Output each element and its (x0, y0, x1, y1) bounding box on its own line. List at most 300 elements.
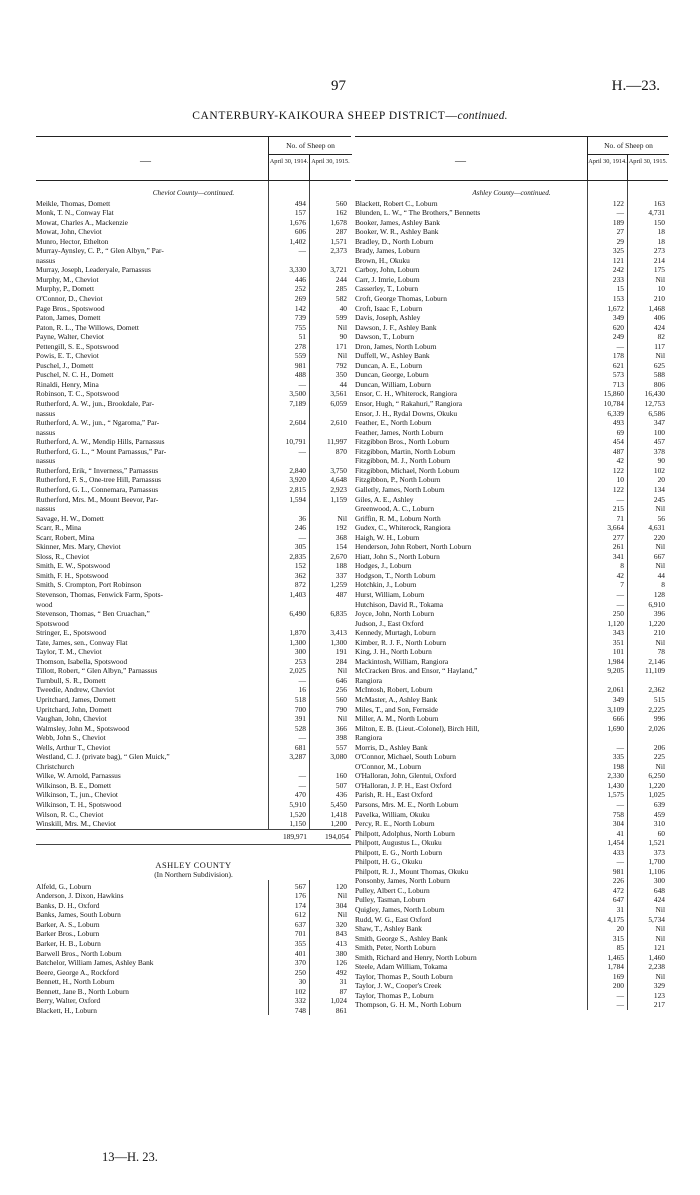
sheep-1914: 1,984 (607, 656, 624, 666)
sheep-1914: 315 (612, 933, 624, 943)
sheep-1914: 178 (612, 351, 624, 361)
table-row (36, 208, 351, 218)
sheep-1914: 169 (612, 971, 624, 981)
holder-name: Kennedy, Murtagh, Loburn (355, 628, 436, 638)
holder-name: Haigh, W. H., Loburn (355, 532, 420, 542)
sheep-1915: 2,026 (648, 723, 665, 733)
holder-name: Dawson, T., Loburn (355, 332, 415, 342)
holder-name: Paton, R. L., The Willows, Domett (36, 322, 139, 332)
holder-name: Banks, James, South Loburn (36, 910, 121, 920)
holder-name: Dron, James, North Loburn (355, 341, 437, 351)
holder-name: Duncan, George, Loburn (355, 370, 429, 380)
holder-name: Scarr, R., Mina (36, 523, 82, 533)
sheep-1914: 1,454 (607, 838, 624, 848)
sheep-1915: 210 (653, 294, 665, 304)
holder-name: Ensor, J. H., Rydal Downs, Okuku (355, 408, 458, 418)
sheep-1914: 10,791 (285, 437, 306, 447)
sheep-1914: 3,664 (607, 523, 624, 533)
holder-name: Henderson, John Robert, North Loburn (355, 542, 472, 552)
holder-name: Ensor, Hugh, “ Rakahuri,” Rangiora (355, 399, 463, 409)
sheep-1914: 3,500 (289, 389, 306, 399)
sheep-1914: 42 (616, 456, 624, 466)
sheep-1915: 220 (653, 532, 665, 542)
sheep-1914: 101 (612, 647, 624, 657)
sheep-1914: 261 (612, 542, 624, 552)
holder-name: Miller, A. M., North Loburn (355, 714, 439, 724)
sheep-1915: 639 (653, 800, 665, 809)
sheep-1915: 792 (335, 360, 347, 370)
table-row (355, 895, 668, 905)
table-row (355, 695, 668, 705)
holder-name: Turnbull, S. R., Domett (36, 675, 106, 685)
sheep-1915: 123 (653, 990, 665, 1000)
holder-name: Upritchard, James, Domett (36, 694, 116, 704)
holder-name: Carr, J. Imrie, Loburn (355, 274, 420, 284)
section-heading: Ashley County—continued. (472, 189, 551, 197)
page-title (0, 110, 700, 122)
table-row (36, 882, 351, 892)
total-1915: 194,054 (324, 831, 349, 841)
holder-name: O'Halloran, J. P. H., East Oxford (355, 780, 452, 790)
sheep-1915: 175 (653, 265, 665, 275)
holder-name: O'Connor, Michael, South Loburn (355, 752, 457, 762)
table-row (36, 628, 351, 638)
table-row (36, 752, 351, 762)
table-row (36, 968, 351, 978)
table-row (355, 294, 668, 304)
table-row (36, 389, 351, 399)
holder-name: McCracken Bros. and Ensor, “ Hayland,” (355, 666, 478, 676)
table-row (36, 428, 351, 438)
sheep-1915: 492 (335, 967, 347, 977)
table-row (355, 962, 668, 972)
holder-name: Alfeld, G., Loburn (36, 881, 92, 891)
holder-name: Scarr, Robert, Mina (36, 532, 95, 542)
sheep-1915: 90 (657, 456, 665, 466)
sheep-1915: 4,648 (330, 475, 347, 485)
sheep-1914: 647 (612, 895, 624, 905)
sheep-1914: 2,061 (607, 685, 624, 695)
table-row (355, 456, 668, 466)
sheep-1915: 87 (339, 986, 347, 996)
sheep-1914: 153 (612, 294, 624, 304)
table-row (355, 466, 668, 476)
holder-name: Joyce, John, North Loburn (355, 609, 435, 619)
sheep-1915: 6,250 (648, 771, 665, 781)
holder-name: Mowat, Charles A., Mackenzie (36, 217, 128, 227)
sheep-1914: 700 (294, 704, 306, 714)
table-row (36, 456, 351, 466)
sheep-1915: 350 (335, 370, 347, 380)
holder-name: Beere, George A., Rockford (36, 967, 119, 977)
holder-name: Thompson, G. H. M., North Loburn (355, 1000, 462, 1010)
holder-name: Robinson, T. C., Spotswood (36, 389, 119, 399)
holder-name: Judson, J., East Oxford (355, 618, 424, 628)
sheep-1915: 18 (657, 227, 665, 237)
sheep-1914: 41 (616, 828, 624, 838)
sheep-1915: 560 (335, 198, 347, 208)
table-row (355, 590, 668, 600)
table-row (355, 370, 668, 380)
sheep-1915: 406 (653, 313, 665, 323)
table-row (355, 714, 668, 724)
table-row (355, 666, 668, 676)
sheep-1914: 269 (294, 294, 306, 304)
sheep-1915: 1,220 (648, 780, 665, 790)
table-row (36, 676, 351, 686)
sheep-1914: 488 (294, 370, 306, 380)
sheep-1914: 4,175 (607, 914, 624, 924)
sheep-1914: 15 (616, 284, 624, 294)
holder-name: Wilkinson, T., jun., Cheviot (36, 790, 118, 800)
holder-name: Smith, George S., Ashley Bank (355, 933, 448, 943)
sheep-1915: 121 (653, 943, 665, 953)
sheep-1914: 1,690 (607, 723, 624, 733)
table-row (36, 996, 351, 1006)
table-row (355, 495, 668, 505)
section-heading: Cheviot County—continued. (152, 189, 235, 197)
table-row (36, 409, 351, 419)
sheep-1915: 366 (335, 723, 347, 733)
sheep-1914: — (616, 742, 624, 752)
holder-name: Pulley, Albert C., Loburn (355, 885, 430, 895)
sheep-1915: 2,923 (330, 484, 347, 494)
table-row (36, 466, 351, 476)
table-row (355, 638, 668, 648)
sheep-1914: 152 (294, 561, 306, 571)
holder-name: Puschel, N. C. H., Domett (36, 370, 114, 380)
holder-name: O'Connor, D., Cheviot (36, 294, 103, 304)
sheep-1914: 2,330 (607, 771, 624, 781)
table-row (355, 752, 668, 762)
sheep-1915: Nil (655, 542, 665, 552)
table-row (36, 294, 351, 304)
sheep-1915: 2,373 (330, 246, 347, 256)
holder-name: Murray, Joseph, Leaderyale, Parnassus (36, 265, 151, 275)
sheep-1915: 1,460 (648, 952, 665, 962)
sheep-1914: 30 (298, 977, 306, 987)
table-row (355, 399, 668, 409)
holder-name: Rutherford, G. L., Connemara, Parnassus (36, 484, 159, 494)
sheep-1915: 413 (335, 939, 347, 949)
holder-name: Page Bros., Spotswood (36, 303, 105, 313)
sheep-1914: 7,189 (289, 399, 306, 409)
table-row (36, 647, 351, 657)
holder-name: Parish, R. H., East Oxford (355, 790, 433, 800)
table-row (36, 218, 351, 228)
page-number: 97 (331, 78, 346, 94)
sheep-1915: 44 (339, 379, 347, 389)
table-row (36, 800, 351, 810)
table-row (355, 351, 668, 361)
table-row (36, 495, 351, 505)
holder-name: Gudex, C., Whiterock, Rangiora (355, 523, 451, 533)
table-row (355, 409, 668, 419)
sheep-1914: — (298, 532, 306, 542)
holder-name: Fitzgibbon, P., North Loburn (355, 475, 441, 485)
holder-name: Hurst, William, Loburn (355, 589, 425, 599)
sheep-1914: 351 (612, 637, 624, 647)
sheep-1914: 20 (616, 924, 624, 934)
table-row (355, 724, 668, 734)
holder-name: Rutherford, A. W., jun., “ Ngaroma,” Par- (36, 418, 160, 428)
sheep-1914: 446 (294, 274, 306, 284)
sheep-1915: 214 (653, 255, 665, 265)
table-row (355, 533, 668, 543)
sheep-1914: — (616, 857, 624, 867)
sheep-1915: 40 (339, 303, 347, 313)
holder-name: Wells, Arthur T., Cheviot (36, 742, 111, 752)
sheep-1915: 347 (653, 418, 665, 428)
sheep-1914: 748 (294, 1005, 306, 1015)
table-row (36, 351, 351, 361)
sheep-1914: 1,676 (289, 217, 306, 227)
holder-name: Rinaldi, Henry, Mina (36, 379, 99, 389)
table-row (36, 714, 351, 724)
sheep-1914: — (298, 246, 306, 256)
sheep-1914: 454 (612, 437, 624, 447)
right-table-header (355, 136, 668, 181)
sheep-1914: 620 (612, 322, 624, 332)
header-dash: — (455, 155, 466, 167)
sheep-1915: Nil (655, 924, 665, 934)
sheep-1915: Nil (655, 351, 665, 361)
table-row (355, 771, 668, 781)
table-row (36, 1006, 351, 1016)
sheep-1914: 341 (612, 551, 624, 561)
holder-name: Booker, James, Ashley Bank (355, 217, 440, 227)
sheep-1915: Nil (337, 666, 347, 676)
holder-name: Stringer, E., Spotswood (36, 628, 107, 638)
sheep-1915: 599 (335, 313, 347, 323)
sheep-1915: 3,750 (330, 465, 347, 475)
holder-name: Croft, Isaac F., Loburn (355, 303, 423, 313)
holder-name: Walmsley, John M., Spotswood (36, 723, 130, 733)
table-row (36, 781, 351, 791)
sheep-1914: 758 (612, 809, 624, 819)
holder-name: Pulley, Tasman, Loburn (355, 895, 426, 905)
sheep-1914: 1,402 (289, 236, 306, 246)
holder-name: Ponsonby, James, North Loburn (355, 876, 450, 886)
holder-name: Rangiora (355, 675, 383, 685)
table-row (355, 819, 668, 829)
table-row (355, 418, 668, 428)
sheep-1915: 12,753 (644, 399, 665, 409)
sheep-1915: 368 (335, 532, 347, 542)
table-row (355, 705, 668, 715)
sheep-1914: 701 (294, 929, 306, 939)
holder-name: Taylor, Thomas P., Loburn (355, 990, 434, 1000)
sheep-1915: 8 (661, 580, 665, 590)
document-reference: H.—23. (611, 78, 660, 94)
sheep-1914: 1,594 (289, 494, 306, 504)
sheep-1914: — (616, 1000, 624, 1010)
holder-name: Smith, S. Crompton, Port Robinson (36, 580, 142, 590)
header-col-1914: April 30, 1914. (268, 154, 309, 180)
sheep-1915: 843 (335, 929, 347, 939)
table-row (36, 987, 351, 997)
table-row (355, 504, 668, 514)
sheep-1914: 226 (612, 876, 624, 886)
sheep-1914: 200 (612, 981, 624, 991)
table-row (355, 571, 668, 581)
sheep-1914: 2,840 (289, 465, 306, 475)
holder-name: Miles, T., and Son, Fernside (355, 704, 439, 714)
holder-name: Tillott, Robert, “ Glen Albyn,” Parnassus (36, 666, 158, 676)
holder-name: Morris, D., Ashley Bank (355, 742, 428, 752)
sheep-1914: 567 (294, 881, 306, 891)
sheep-1914: 1,430 (607, 780, 624, 790)
sheep-1914: 332 (294, 996, 306, 1006)
sheep-1914: 305 (294, 542, 306, 552)
sheep-1915: 2,238 (648, 962, 665, 972)
sheep-1915: Nil (337, 714, 347, 724)
table-row (36, 929, 351, 939)
holder-name: McIntosh, Robert, Loburn (355, 685, 433, 695)
holder-name: Blackett, H., Loburn (36, 1005, 97, 1015)
holder-name: nassus (36, 427, 56, 437)
sheep-1915: 4,731 (648, 208, 665, 218)
holder-name: Rangiora (355, 733, 383, 743)
sheep-1914: — (298, 379, 306, 389)
table-row (355, 485, 668, 495)
header-group: No. of Sheep on (268, 137, 352, 155)
holder-name: Rutherford, A. W., Mendip Hills, Parnassus (36, 437, 165, 447)
sheep-1915: 117 (654, 341, 665, 351)
sheep-1915: 329 (653, 981, 665, 991)
sheep-1915: 163 (653, 198, 665, 208)
table-row (355, 991, 668, 1001)
table-row (355, 1000, 668, 1010)
holder-name: Thomson, Isabella, Spotswood (36, 656, 128, 666)
sheep-1915: 2,610 (330, 418, 347, 428)
sheep-1915: 1,418 (330, 809, 347, 819)
right-table-body (355, 181, 668, 1010)
holder-name: Barwell Bros., North Loburn (36, 948, 122, 958)
holder-name: Tate, James, sen., Conway Flat (36, 637, 128, 647)
sheep-1915: Nil (655, 933, 665, 943)
table-row (355, 619, 668, 629)
table-row (36, 265, 351, 275)
sheep-1915: 160 (335, 771, 347, 781)
total-1914: 189,971 (282, 831, 307, 841)
table-row (355, 829, 668, 839)
header-col-1915: April 30, 1915. (627, 154, 668, 180)
table-row (355, 600, 668, 610)
holder-name: Milton, E. B. (Lieut.-Colonel), Birch Hill, (355, 723, 480, 733)
holder-name: nassus (36, 456, 56, 466)
table-row (355, 657, 668, 667)
table-row (36, 504, 351, 514)
holder-name: Wilke, W. Arnold, Parnassus (36, 771, 121, 781)
holder-name: Barker Bros., Loburn (36, 929, 100, 939)
sheep-1914: 29 (616, 236, 624, 246)
sheep-1914: 2,604 (289, 418, 306, 428)
holder-name: Giles, A. E., Ashley (355, 494, 414, 504)
holder-name: Fitzgibbon, Martin, North Loburn (355, 446, 456, 456)
table-row (36, 619, 351, 629)
sheep-1914: 573 (612, 370, 624, 380)
sheep-1915: 4,631 (648, 523, 665, 533)
table-row (355, 886, 668, 896)
holder-name: Greenwood, A. C., Loburn (355, 504, 435, 514)
sheep-1914: — (298, 675, 306, 685)
table-row (36, 227, 351, 237)
page-header (0, 78, 700, 98)
sheep-1914: 3,109 (607, 704, 624, 714)
table-row (36, 323, 351, 333)
sheep-1914: 1,120 (607, 618, 624, 628)
sheep-1915: 1,700 (648, 857, 665, 867)
sheep-1915: 1,220 (648, 618, 665, 628)
holder-name: Philpott, H. G., Okuku (355, 857, 423, 867)
sheep-1915: 337 (335, 570, 347, 580)
sheep-1915: 588 (653, 370, 665, 380)
holder-name: Feather, James, North Loburn (355, 427, 444, 437)
holder-name: Shaw, T., Ashley Bank (355, 924, 422, 934)
sheep-1915: 487 (335, 589, 347, 599)
sheep-1914: 559 (294, 351, 306, 361)
sheep-1915: 6,586 (648, 408, 665, 418)
table-row (355, 867, 668, 877)
sheep-1914: 36 (298, 513, 306, 523)
header-group: No. of Sheep on (587, 137, 669, 155)
sheep-1914: 612 (294, 910, 306, 920)
holder-name: O'Connor, M., Loburn (355, 761, 422, 771)
sheep-1914: — (298, 733, 306, 743)
table-row (355, 810, 668, 820)
page-footer: 13—H. 23. (102, 1150, 158, 1164)
sheep-1914: 472 (612, 885, 624, 895)
sheep-1914: 755 (294, 322, 306, 332)
sheep-1915: 2,362 (648, 685, 665, 695)
holder-name: Duffell, W., Ashley Bank (355, 351, 430, 361)
table-row (355, 227, 668, 237)
sheep-1915: 102 (653, 465, 665, 475)
table-row (355, 781, 668, 791)
sheep-1915: 2,146 (648, 656, 665, 666)
sheep-1914: 349 (612, 313, 624, 323)
sheep-1914: 7 (620, 580, 624, 590)
table-row (355, 876, 668, 886)
holder-name: Philpott, E. G., North Loburn (355, 847, 443, 857)
sheep-1915: 82 (657, 332, 665, 342)
sheep-1914: — (616, 990, 624, 1000)
holder-name: Rutherford, Mrs. M., Mount Beevor, Par- (36, 494, 159, 504)
sheep-1915: 284 (335, 656, 347, 666)
sheep-1915: 648 (653, 885, 665, 895)
table-row (355, 857, 668, 867)
table-row (36, 561, 351, 571)
sheep-1914: — (298, 771, 306, 781)
holder-name: Berry, Walter, Oxford (36, 996, 101, 1006)
section-heading-ashley: ASHLEY COUNTY (155, 860, 232, 870)
table-row (355, 523, 668, 533)
sheep-1914: 433 (612, 847, 624, 857)
sheep-1914: 250 (612, 609, 624, 619)
sheep-1915: 6,910 (648, 599, 665, 609)
sheep-1915: Nil (337, 322, 347, 332)
holder-name: Savage, H. W., Domett (36, 513, 104, 523)
sheep-1915: 646 (335, 675, 347, 685)
holder-name: Feather, E., North Loburn (355, 418, 432, 428)
holder-name: Duncan, A. E., Loburn (355, 360, 423, 370)
sheep-1915: 225 (653, 752, 665, 762)
sheep-1914: 300 (294, 647, 306, 657)
holder-name: Winskill, Mrs. M., Cheviot (36, 819, 116, 829)
sheep-1914: — (616, 599, 624, 609)
table-row (36, 685, 351, 695)
